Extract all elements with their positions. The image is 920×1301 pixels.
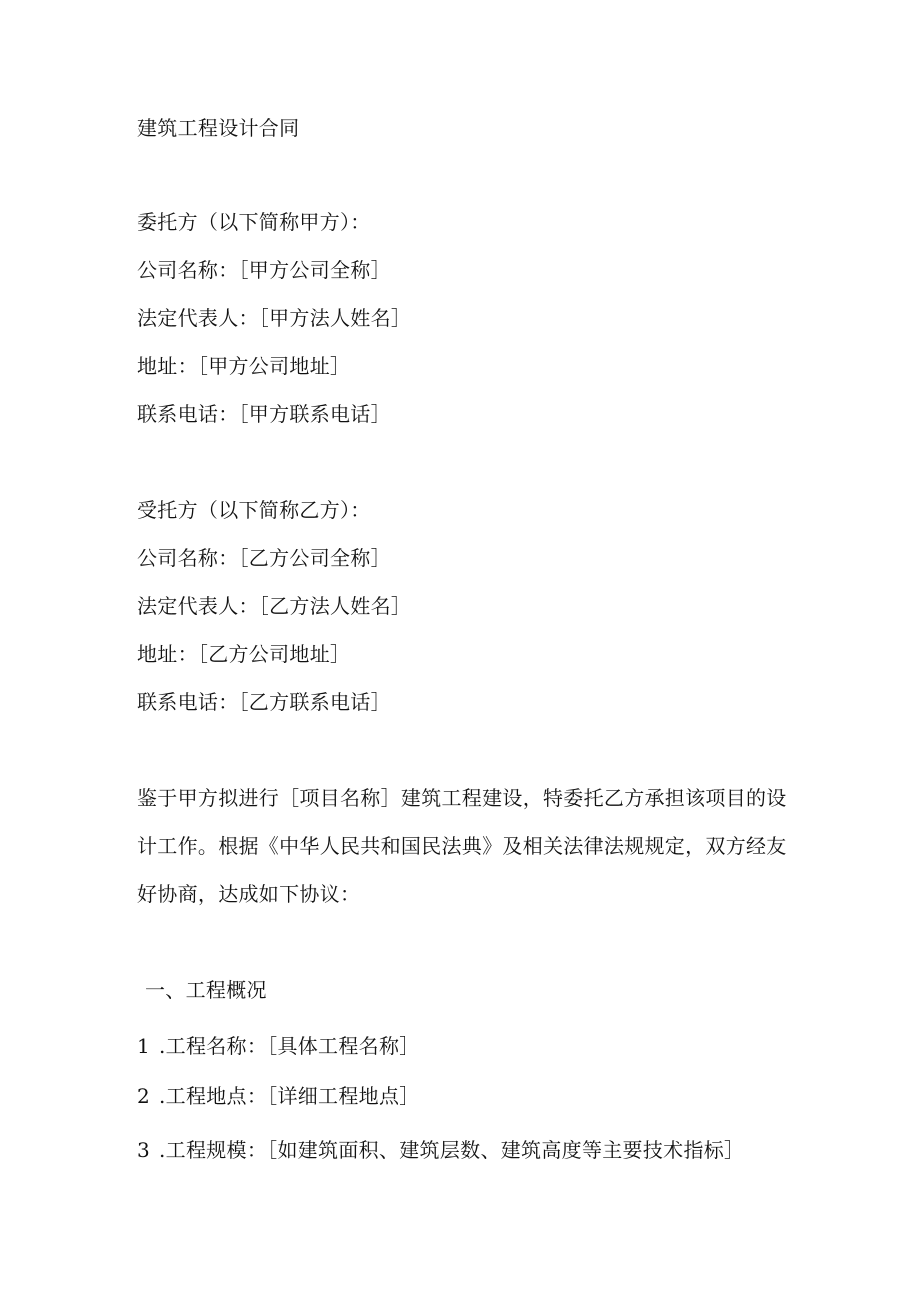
- party-b-heading: 受托方（以下简称乙方）：: [137, 498, 371, 522]
- party-a-address: 地址：［甲方公司地址］: [137, 354, 351, 378]
- party-b-phone: 联系电话：［乙方联系电话］: [137, 690, 391, 714]
- list-item-number: 3: [137, 1138, 151, 1162]
- party-b-legal-rep: 法定代表人：［乙方法人姓名］: [137, 594, 412, 618]
- list-item: [137, 1084, 420, 1108]
- list-item: [137, 1034, 420, 1058]
- list-item-number: 1: [137, 1034, 151, 1058]
- intro-line: 好协商，达成如下协议：: [137, 882, 361, 906]
- party-a-company: 公司名称：［甲方公司全称］: [137, 258, 391, 282]
- party-b-company: 公司名称：［乙方公司全称］: [137, 546, 391, 570]
- party-a-phone: 联系电话：［甲方联系电话］: [137, 402, 391, 426]
- list-item-text: .工程地点：［详细工程地点］: [159, 1084, 420, 1108]
- list-item: [137, 1138, 744, 1162]
- party-b-address: 地址：［乙方公司地址］: [137, 642, 351, 666]
- party-a-heading: 委托方（以下简称甲方）：: [137, 210, 371, 234]
- intro-line: 鉴于甲方拟进行［项目名称］建筑工程建设，特委托乙方承担该项目的设: [137, 786, 787, 810]
- list-item-text: .工程名称：［具体工程名称］: [159, 1034, 420, 1058]
- party-a-legal-rep: 法定代表人：［甲方法人姓名］: [137, 306, 412, 330]
- list-item-number: 2: [137, 1084, 151, 1108]
- intro-line: 计工作。根据《中华人民共和国民法典》及相关法律法规规定，双方经友: [137, 834, 787, 858]
- document-title: 建筑工程设计合同: [137, 116, 300, 140]
- section-heading: 一、工程概况: [145, 978, 267, 1002]
- list-item-text: .工程规模：［如建筑面积、建筑层数、建筑高度等主要技术指标］: [159, 1138, 745, 1162]
